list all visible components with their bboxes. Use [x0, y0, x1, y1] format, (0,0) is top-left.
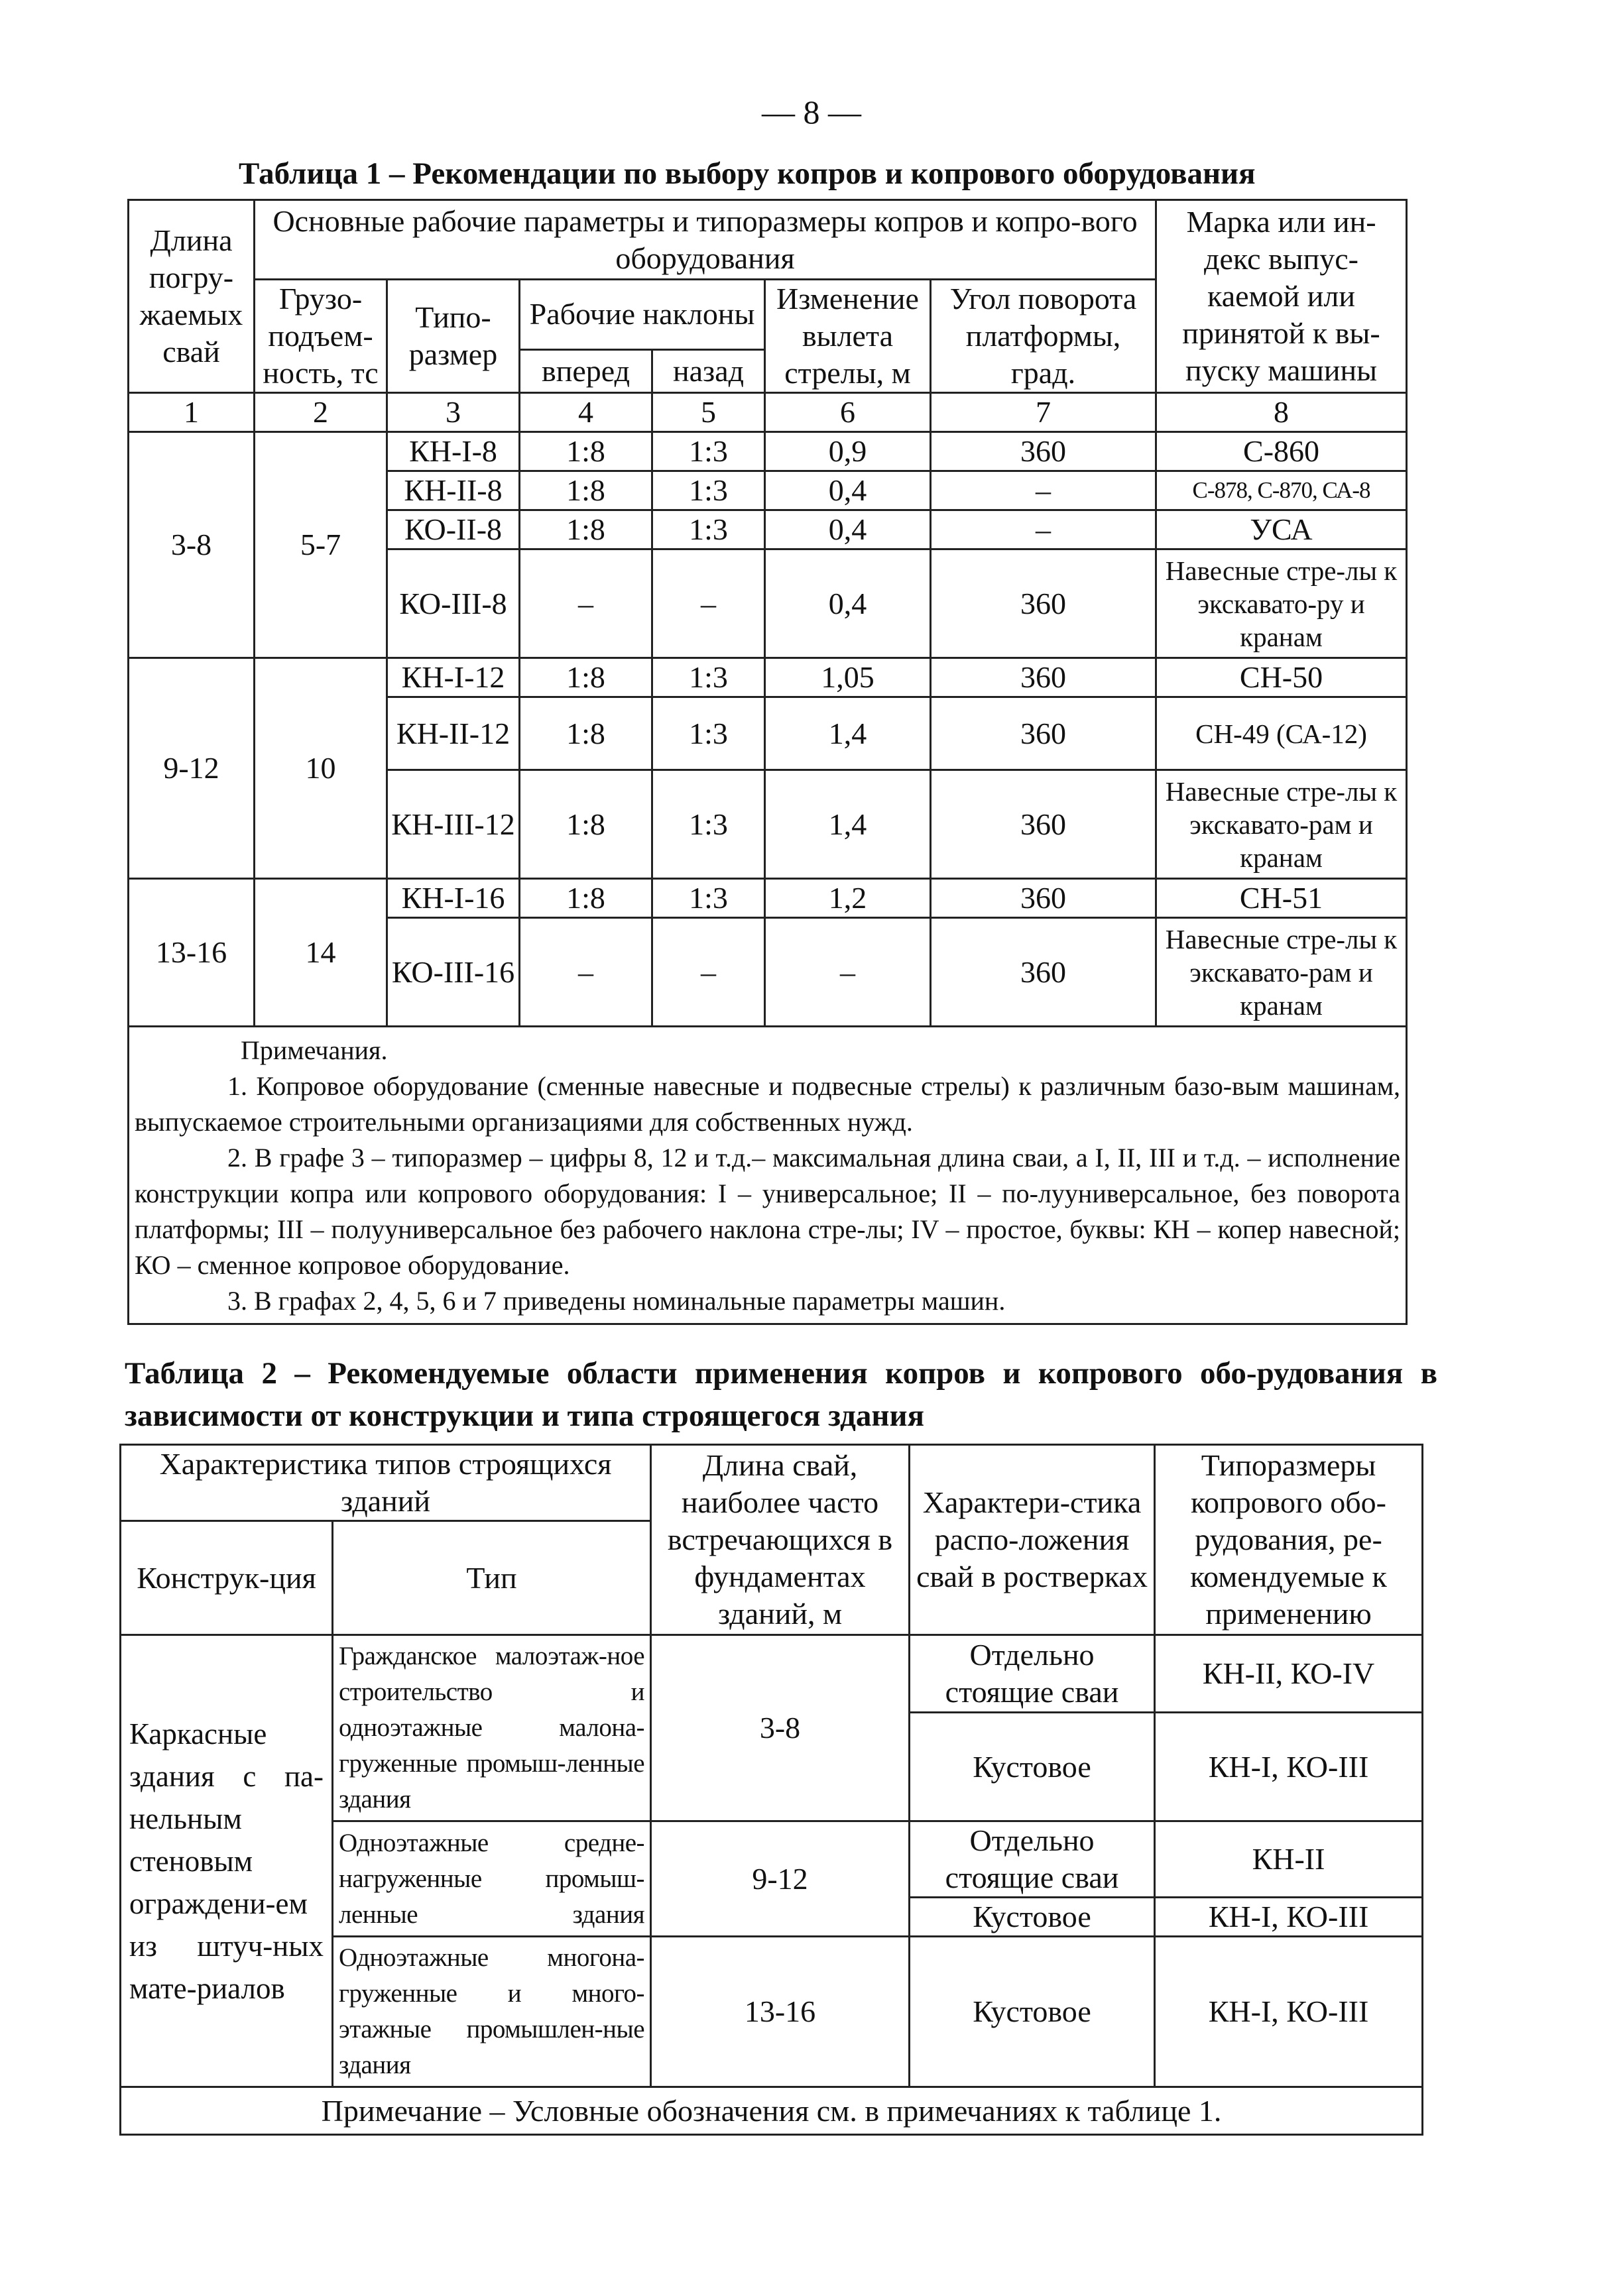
cell-size: КО-III-8: [387, 549, 520, 658]
note-item: 2. В графе 3 – типоразмер – цифры 8, 12 и т.д.– максимальная длина сваи, а I, II, III и т.д. – исполнение конструкции копра или копрового оборудования: I – универсальное; II – по-лууниверсальное, без поворота платформы; III – полууниверсальное без рабочего наклона стре-лы; IV – простое, буквы: КН – копер навесной; КО – сменное копровое оборудование.: [135, 1143, 1401, 1280]
table2: [119, 1444, 1423, 2136]
header-type: Тип: [333, 1521, 651, 1635]
header-tilt-forward: вперед: [520, 349, 652, 392]
cell-sizes: КН-II: [1155, 1821, 1423, 1898]
cell-reach: 0,4: [765, 510, 931, 549]
col-num: 4: [520, 393, 652, 432]
cell-tilt-back: 1:3: [652, 770, 765, 879]
cell-size: КН-I-12: [387, 658, 520, 697]
header-building-types: Характеристика типов строящихся зданий: [121, 1445, 651, 1521]
cell-mark: СН-49 (СА-12): [1156, 697, 1407, 770]
cell-tilt-back: 1:3: [652, 658, 765, 697]
cell-angle: 360: [931, 658, 1156, 697]
cell-size: КО-II-8: [387, 510, 520, 549]
header-recommended-sizes: Типоразмеры копрового обо-рудования, ре-комендуемые к применению: [1155, 1445, 1423, 1635]
cell-sizes: КН-II, КО-IV: [1155, 1635, 1423, 1713]
table1-notes: [129, 1027, 1407, 1324]
cell-tilt-fwd: 1:8: [520, 432, 652, 471]
cell-angle: 360: [931, 549, 1156, 658]
cell-tilt-fwd: –: [520, 549, 652, 658]
note-heading: Примечания.: [241, 1035, 388, 1065]
notes-row: [129, 1027, 1407, 1324]
col-num: 3: [387, 393, 520, 432]
cell-tilt-fwd: 1:8: [520, 697, 652, 770]
col-num: 7: [931, 393, 1156, 432]
cell-layout: Отдельно стоящие сваи: [910, 1635, 1155, 1713]
cell-size: КН-III-12: [387, 770, 520, 879]
cell-sizes: КН-I, КО-III: [1155, 1937, 1423, 2087]
table-row: [129, 658, 1407, 697]
cell-mark: Навесные стре-лы к экскавато-рам и кранам: [1156, 770, 1407, 879]
cell-tilt-back: 1:3: [652, 697, 765, 770]
note-item: 3. В графах 2, 4, 5, 6 и 7 приведены номинальные параметры машин.: [227, 1286, 1006, 1316]
cell-tilt-back: –: [652, 918, 765, 1027]
cell-construction: Каркасные здания с па-нельным стеновым ограждени-ем из штуч-ных мате-риалов: [121, 1635, 333, 2087]
header-tilt: Рабочие наклоны: [520, 280, 765, 350]
cell-angle: 360: [931, 918, 1156, 1027]
cell-tilt-back: –: [652, 549, 765, 658]
header-capacity: Грузо-подъем-ность, тс: [255, 280, 387, 393]
table-row: [129, 879, 1407, 918]
cell-pile-length: 3-8: [651, 1635, 910, 1821]
cell-building-type: Гражданское малоэтаж-ное строительство и одноэтажные малона-груженные промыш-ленные здания: [333, 1635, 651, 1821]
header-tilt-back: назад: [652, 349, 765, 392]
col-num: 1: [129, 393, 255, 432]
cell-building-type: Одноэтажные средне-нагруженные промыш-ленные здания: [333, 1821, 651, 1937]
cell-size: КО-III-16: [387, 918, 520, 1027]
header-construction: Конструк-ция: [121, 1521, 333, 1635]
cell-mark: СН-50: [1156, 658, 1407, 697]
col-num: 8: [1156, 393, 1407, 432]
cell-size: КН-II-8: [387, 471, 520, 510]
cell-tilt-back: 1:3: [652, 879, 765, 918]
cell-angle: 360: [931, 879, 1156, 918]
cell-reach: 0,4: [765, 549, 931, 658]
cell-layout: Отдельно стоящие сваи: [910, 1821, 1155, 1898]
table1-caption: Таблица 1 – Рекомендации по выбору копров и копрового оборудования: [239, 156, 1256, 191]
cell-size: КН-I-8: [387, 432, 520, 471]
cell-reach: 1,4: [765, 697, 931, 770]
header-machine-mark: Марка или ин-декс выпус-каемой или принятой к вы-пуску машины: [1156, 200, 1407, 393]
cell-tilt-back: 1:3: [652, 471, 765, 510]
cell-layout: Кустовое: [910, 1713, 1155, 1821]
cell-reach: 1,05: [765, 658, 931, 697]
table2-note: Примечание – Условные обозначения см. в примечаниях к таблице 1.: [121, 2087, 1423, 2135]
cell-mark: СН-51: [1156, 879, 1407, 918]
table-row: [121, 1635, 1423, 1713]
cell-angle: –: [931, 471, 1156, 510]
cell-angle: 360: [931, 697, 1156, 770]
header-size: Типо-размер: [387, 280, 520, 393]
cell-building-type: Одноэтажные многона-груженные и много-этажные промышлен-ные здания: [333, 1937, 651, 2087]
cell-mark: УСА: [1156, 510, 1407, 549]
cell-tilt-fwd: 1:8: [520, 471, 652, 510]
column-numbers-row: [129, 393, 1407, 432]
cell-size: КН-II-12: [387, 697, 520, 770]
cell-layout: Кустовое: [910, 1898, 1155, 1937]
cell-tilt-fwd: –: [520, 918, 652, 1027]
table-row: [129, 432, 1407, 471]
col-num: 2: [255, 393, 387, 432]
cell-tilt-fwd: 1:8: [520, 770, 652, 879]
header-pile-length: Длина свай, наиболее часто встречающихся в фундаментах зданий, м: [651, 1445, 910, 1635]
cell-mark: С-860: [1156, 432, 1407, 471]
cell-mark: С-878, С-870, СА-8: [1156, 471, 1407, 510]
cell-sizes: КН-I, КО-III: [1155, 1898, 1423, 1937]
page-number: — 8 —: [762, 93, 861, 131]
cell-pile-length: 9-12: [651, 1821, 910, 1937]
cell-reach: 0,4: [765, 471, 931, 510]
header-pile-layout: Характери-стика распо-ложения свай в ростверках: [910, 1445, 1155, 1635]
cell-mark: Навесные стре-лы к экскавато-ру и кранам: [1156, 549, 1407, 658]
cell-reach: 1,4: [765, 770, 931, 879]
cell-tilt-fwd: 1:8: [520, 510, 652, 549]
group-capacity: 10: [255, 658, 387, 879]
cell-angle: 360: [931, 432, 1156, 471]
cell-sizes: КН-I, КО-III: [1155, 1713, 1423, 1821]
cell-pile-length: 13-16: [651, 1937, 910, 2087]
notes-row: [121, 2087, 1423, 2135]
cell-layout: Кустовое: [910, 1937, 1155, 2087]
cell-reach: –: [765, 918, 931, 1027]
group-length: 13-16: [129, 879, 255, 1027]
cell-tilt-fwd: 1:8: [520, 658, 652, 697]
cell-reach: 0,9: [765, 432, 931, 471]
header-angle: Угол поворота платформы, град.: [931, 280, 1156, 393]
cell-tilt-back: 1:3: [652, 432, 765, 471]
group-length: 9-12: [129, 658, 255, 879]
cell-tilt-back: 1:3: [652, 510, 765, 549]
group-capacity: 14: [255, 879, 387, 1027]
header-pile-length: Длина погру-жаемых свай: [129, 200, 255, 393]
table1: [127, 199, 1408, 1325]
header-reach: Изменение вылета стрелы, м: [765, 280, 931, 393]
header-main-params: Основные рабочие параметры и типоразмеры копров и копро-вого оборудования: [255, 200, 1156, 280]
group-length: 3-8: [129, 432, 255, 658]
note-item: 1. Копровое оборудование (сменные навесные и подвесные стрелы) к различным базо-вым машинам, выпускаемое строительными организациями для собственных нужд.: [135, 1071, 1401, 1137]
cell-angle: 360: [931, 770, 1156, 879]
col-num: 5: [652, 393, 765, 432]
table2-caption: Таблица 2 – Рекомендуемые области применения копров и копрового обо-рудования в зависимости от конструкции и типа строящегося здания: [125, 1356, 1437, 1433]
cell-size: КН-I-16: [387, 879, 520, 918]
col-num: 6: [765, 393, 931, 432]
group-capacity: 5-7: [255, 432, 387, 658]
cell-tilt-fwd: 1:8: [520, 879, 652, 918]
cell-angle: –: [931, 510, 1156, 549]
cell-mark: Навесные стре-лы к экскавато-рам и кранам: [1156, 918, 1407, 1027]
cell-reach: 1,2: [765, 879, 931, 918]
